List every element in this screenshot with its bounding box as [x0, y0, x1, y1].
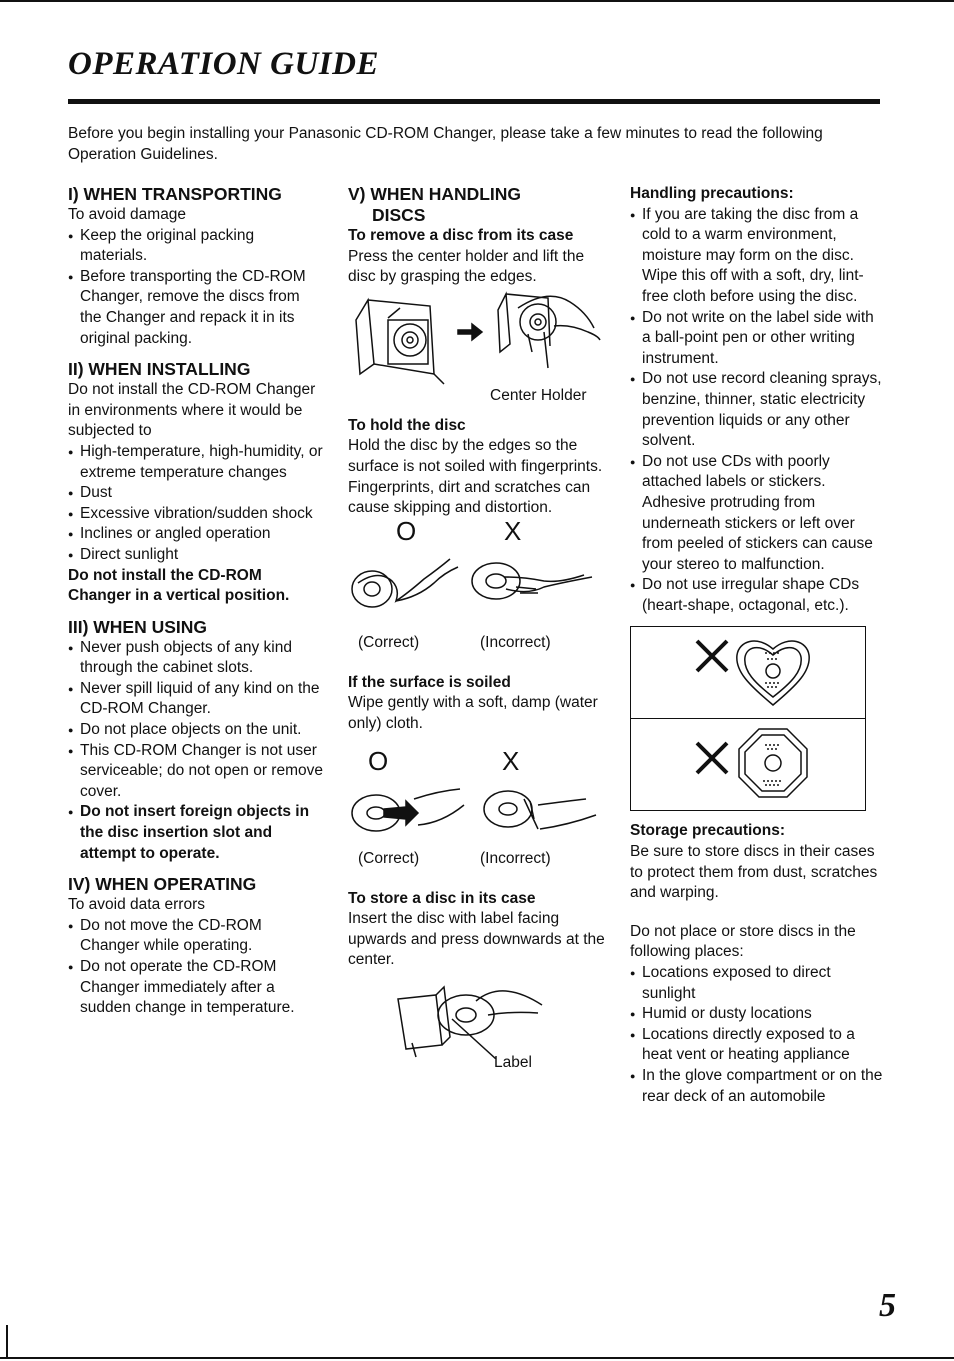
- list-item: ● If you are taking the disc from a cold to a warm environment, moisture may form on the disc. Wipe this off with a soft, dry, lint-free cloth before using the disc.: [630, 205, 886, 308]
- correct-label: (Correct): [358, 849, 420, 867]
- irregular-cd-figure: [630, 626, 866, 811]
- operating-lead: To avoid data errors: [68, 896, 205, 914]
- store-text: Insert the disc with label facing upwards and press downwards at the center.: [348, 910, 605, 969]
- installing-lead: Do not install the CD-ROM Changer in environments where it would be subjected to: [68, 381, 316, 440]
- correct-label: (Correct): [358, 633, 420, 651]
- list-item: ● Do not place objects on the unit.: [68, 720, 324, 741]
- hold-heading: To hold the disc: [348, 416, 466, 434]
- list-item: ● Do not use irregular shape CDs (heart-shape, octagonal, etc.).: [630, 575, 886, 616]
- section-heading-operating: IV) WHEN OPERATING: [68, 874, 257, 895]
- list-item: ● Direct sunlight: [68, 545, 324, 566]
- list-item: ● Do not write on the label side with a ball-point pen or other writing instrument.: [630, 308, 886, 370]
- octagon-cd-cell: [631, 718, 865, 810]
- list-item: ● Keep the original packing materials.: [68, 226, 324, 267]
- storage-precautions-heading: Storage precautions:: [630, 822, 786, 840]
- transporting-lead: To avoid damage: [68, 206, 187, 223]
- installing-warning: Do not install the CD-ROM Changer in a vertical position.: [68, 566, 290, 605]
- heading-line: DISCS: [372, 205, 426, 225]
- list-item: ● High-temperature, high-humidity, or extreme temperature changes: [68, 442, 324, 483]
- operating-list: [68, 916, 324, 1019]
- storage-text: Be sure to store discs in their cases to protect them from dust, scratches and warping.: [630, 843, 878, 902]
- incorrect-mark-icon: X: [502, 745, 520, 776]
- list-item: ● Dust: [68, 483, 324, 504]
- heart-cd-cell: [631, 627, 865, 718]
- list-item: ● Never spill liquid of any kind on the CD-ROM Changer.: [68, 679, 324, 720]
- list-item: ● Never push objects of any kind through the cabinet slots.: [68, 638, 324, 679]
- using-list: [68, 638, 324, 865]
- section-heading-installing: II) WHEN INSTALLING: [68, 359, 251, 380]
- disc-case-illustration: [348, 288, 606, 388]
- heading-line: V) WHEN HANDLING: [348, 184, 522, 204]
- store-disc-illustration: [392, 975, 552, 1059]
- remove-text: Press the center holder and lift the disc by grasping the edges.: [348, 247, 585, 286]
- correct-mark-icon: O: [396, 515, 417, 546]
- section-operating: [68, 874, 324, 1019]
- center-holder-label: Center Holder: [490, 386, 587, 404]
- section-heading-using: III) WHEN USING: [68, 616, 208, 637]
- section-using: [68, 617, 324, 865]
- list-item: ● Inclines or angled operation: [68, 524, 324, 545]
- remove-heading: To remove a disc from its case: [348, 227, 574, 244]
- list-item: ● This CD-ROM Changer is not user serviceable; do not open or remove cover.: [68, 741, 324, 803]
- soiled-heading: If the surface is soiled: [348, 673, 511, 691]
- transporting-list: [68, 226, 324, 350]
- store-disc-figure: [348, 971, 606, 1075]
- list-item-warning: ● Do not insert foreign objects in the disc insertion slot and attempt to operate.: [68, 802, 324, 864]
- hold-disc-illustration: [348, 553, 606, 625]
- top-edge-line: [0, 0, 954, 2]
- list-item: ● Humid or dusty locations: [630, 1004, 886, 1025]
- list-item: ● Do not use record cleaning sprays, benzine, thinner, static electricity prevention liquids or any other solvent.: [630, 369, 886, 451]
- list-item: ● Excessive vibration/sudden shock: [68, 504, 324, 525]
- list-item: ● Before transporting the CD-ROM Changer, remove the discs from the Changer and repack it in its original packing.: [68, 267, 324, 349]
- incorrect-label: (Incorrect): [480, 849, 551, 867]
- page-title: OPERATION GUIDE: [68, 46, 379, 82]
- list-item: ● In the glove compartment or on the rear deck of an automobile: [630, 1066, 886, 1107]
- hold-text-2: Fingerprints, dirt and scratches can cause skipping and distortion.: [348, 478, 591, 517]
- list-item: ● Locations directly exposed to a heat vent or heating appliance: [630, 1025, 886, 1066]
- heart-shaped-cd-icon: [631, 627, 865, 718]
- column-right: [630, 184, 886, 1107]
- section-heading-transporting: I) WHEN TRANSPORTING: [68, 184, 282, 204]
- wipe-disc-figure: [348, 735, 606, 875]
- incorrect-mark-icon: X: [504, 515, 522, 546]
- column-left: [68, 184, 324, 1019]
- store-heading: To store a disc in its case: [348, 889, 536, 907]
- octagonal-cd-icon: [631, 719, 865, 810]
- handling-precautions-list: [630, 205, 886, 617]
- section-installing: [68, 359, 324, 607]
- list-item: ● Locations exposed to direct sunlight: [630, 963, 886, 1004]
- soiled-text: Wipe gently with a soft, damp (water only) cloth.: [348, 694, 598, 732]
- intro-paragraph: Before you begin installing your Panasonic CD-ROM Changer, please take a few minutes to read the following Operation Guidelines.: [68, 125, 823, 163]
- column-middle: [348, 184, 606, 1075]
- hold-disc-figure: [348, 515, 606, 653]
- label-callout: Label: [494, 1053, 532, 1071]
- installing-list: [68, 442, 324, 566]
- incorrect-label: (Incorrect): [480, 633, 551, 651]
- crop-mark: [6, 1325, 8, 1359]
- page-number: 5: [879, 1287, 896, 1324]
- wipe-disc-illustration: [348, 785, 606, 841]
- list-item: ● Do not operate the CD-ROM Changer immediately after a sudden change in temperature.: [68, 957, 324, 1019]
- bottom-edge-line: [0, 1357, 954, 1359]
- list-item: ● Do not use CDs with poorly attached labels or stickers. Adhesive protruding from underneath stickers or left over from peeled of stickers can cause your stereo to malfunction.: [630, 452, 886, 576]
- correct-mark-icon: O: [368, 745, 389, 776]
- list-item: ● Do not move the CD-ROM Changer while operating.: [68, 916, 324, 957]
- hold-text: Hold the disc by the edges so the surface is not soiled with fingerprints.: [348, 437, 603, 475]
- title-rule: [68, 99, 880, 104]
- section-transporting: [68, 184, 324, 349]
- section-heading-handling: [348, 184, 606, 226]
- storage-lead: Do not place or store discs in the following places:: [630, 922, 856, 961]
- handling-precautions-heading: Handling precautions:: [630, 185, 794, 202]
- remove-disc-figure: [348, 288, 606, 406]
- storage-list: [630, 963, 886, 1107]
